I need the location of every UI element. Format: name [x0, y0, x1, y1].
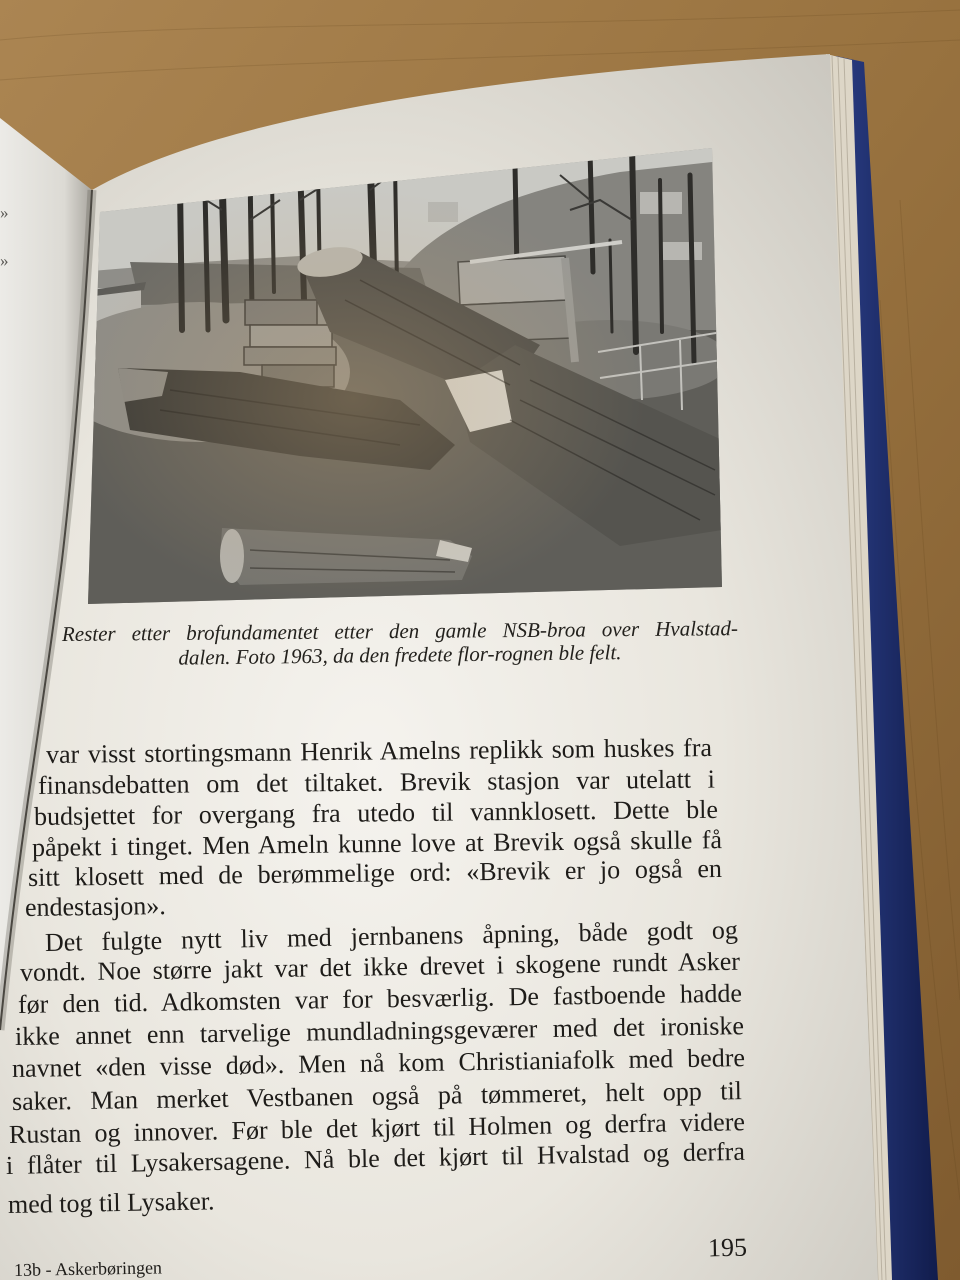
body-line: saker. Man merket Vestbanen også på tømmeret, helt opp til	[11, 1076, 743, 1116]
left-page-mark: »	[0, 203, 9, 222]
photo-caption-line: Rester etter brofundamentet etter den gamle NSB-broa over Hvalstad-	[61, 616, 739, 646]
body-line: Rustan og innover. Før ble det kjørt til Holmen og derfra videre	[8, 1107, 746, 1149]
body-line: påpekt i tinget. Men Ameln kunne love at Brevik også skulle få	[31, 825, 723, 862]
body-line: navnet «den visse død». Men nå kom Christianiafolk med bedre	[11, 1043, 746, 1083]
body-line: før den tid. Adkomsten var for besværlig. De fastboende hadde	[17, 978, 743, 1019]
page-number: 195	[707, 1232, 748, 1263]
body-line: var visst stortingsmann Henrik Amelns replikk som huskes fra	[45, 733, 713, 769]
body-line: finansdebatten om det tiltaket. Brevik stasjon var utelatt i	[37, 764, 716, 800]
page-footer: 13b - Askerbøringen	[13, 1257, 163, 1280]
body-line: i flåter til Lysakersagene. Nå ble det kjørt til Hvalstad og derfra	[5, 1136, 746, 1180]
photo-caption-line: dalen. Foto 1963, da den fredete flor-rognen ble felt.	[178, 640, 622, 670]
body-line: Det fulgte nytt liv med jernbanens åpning, både godt og	[44, 915, 739, 957]
body-line: ikke annet enn tarvelige mundladningsgeværer med det ironiske	[14, 1011, 745, 1051]
body-line: budsjettet for overgang fra utedo til vannklosett. Dette ble	[33, 794, 719, 831]
body-line: vondt. Noe større jakt var det ikke drevet i skogene rundt Asker	[19, 946, 741, 987]
body-line: endestasjon».	[24, 891, 166, 922]
body-line: sitt klosett med de berømmelige ord: «Brevik er jo også en	[27, 853, 723, 892]
left-page-mark: »	[0, 251, 9, 270]
body-line: med tog til Lysaker.	[7, 1186, 215, 1219]
